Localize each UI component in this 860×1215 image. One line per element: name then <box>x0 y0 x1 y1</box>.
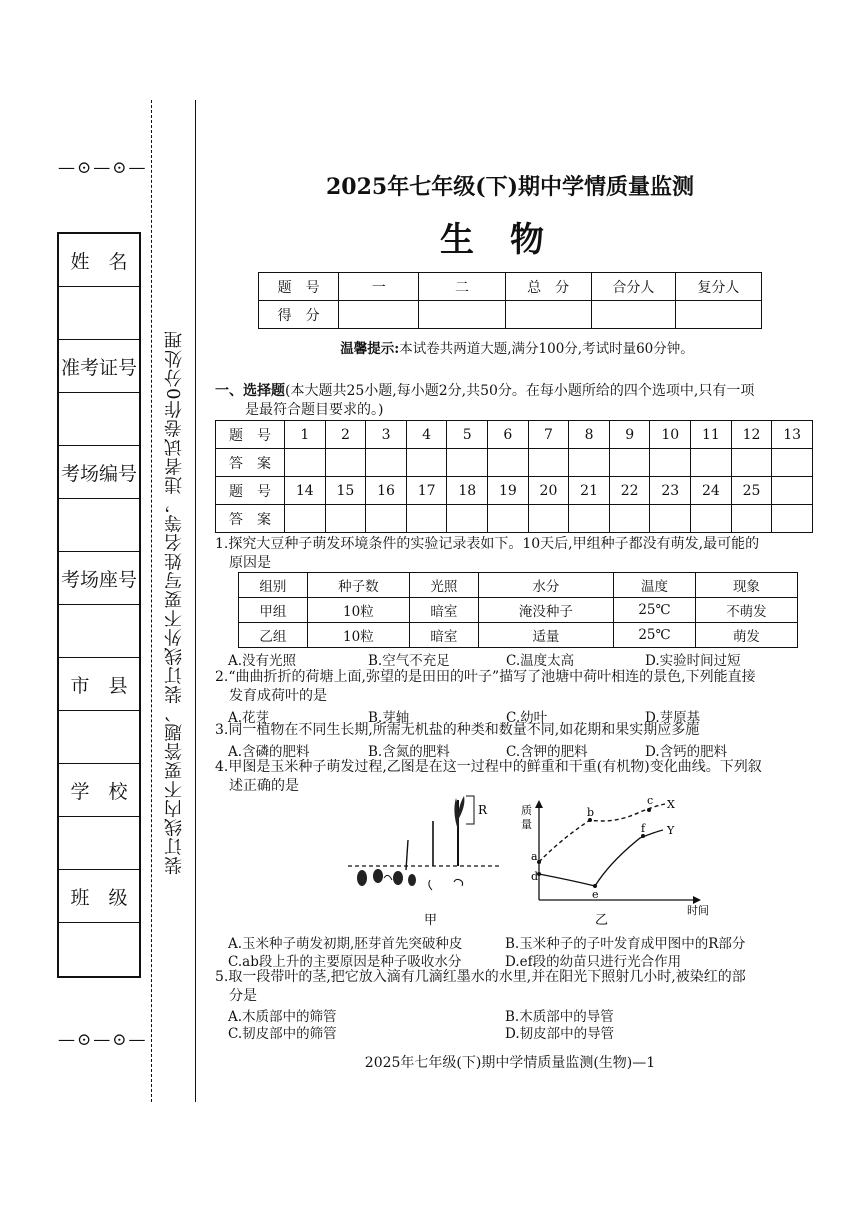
answer-num: 23 <box>650 477 691 505</box>
answer-num: 12 <box>731 421 772 449</box>
warm-tip-label: 温馨提示: <box>340 341 400 357</box>
label-a: a <box>531 850 538 863</box>
score-blank[interactable] <box>419 301 505 329</box>
binding-decor-top: —⊙—⊙— <box>58 158 148 178</box>
answer-num: 4 <box>406 421 447 449</box>
q5-stem <box>215 968 825 1006</box>
q4-line1: 4.甲图是玉米种子萌发过程,乙图是在这一过程中的鲜重和干重(有机物)变化曲线。下列叙 <box>215 759 762 775</box>
q1-td: 暗室 <box>409 598 478 623</box>
answer-num: 16 <box>366 477 407 505</box>
answer-num: 19 <box>488 477 529 505</box>
field-city-blank[interactable] <box>59 711 139 764</box>
point-c <box>647 808 651 812</box>
answer-num: 15 <box>325 477 366 505</box>
answer-blank[interactable] <box>366 449 407 477</box>
q3-option-a[interactable]: A.含磷的肥料 <box>228 744 310 760</box>
answer-label: 答 案 <box>216 505 285 533</box>
answer-num: 2 <box>325 421 366 449</box>
score-blank[interactable] <box>591 301 675 329</box>
field-seat-blank[interactable] <box>59 605 139 658</box>
answer-blank[interactable] <box>650 505 691 533</box>
q1-td: 淹没种子 <box>478 598 613 623</box>
q1-option-b[interactable]: B.空气不充足 <box>368 653 450 669</box>
answer-blank[interactable] <box>569 505 610 533</box>
q4-line2: 述正确的是 <box>229 778 299 794</box>
answer-blank[interactable] <box>691 505 732 533</box>
score-blank[interactable] <box>339 301 419 329</box>
answer-blank[interactable] <box>366 505 407 533</box>
q1-experiment-table <box>238 572 798 648</box>
answer-num: 11 <box>691 421 732 449</box>
answer-num: 6 <box>488 421 529 449</box>
caption-yi: 乙 <box>595 913 609 928</box>
answer-blank[interactable] <box>488 505 529 533</box>
curve-x <box>539 804 665 862</box>
answer-blank[interactable] <box>609 505 650 533</box>
score-blank[interactable] <box>675 301 761 329</box>
label-r: R <box>478 803 488 817</box>
answer-num: 22 <box>609 477 650 505</box>
answer-blank[interactable] <box>772 505 813 533</box>
answer-num: 10 <box>650 421 691 449</box>
answer-num: 13 <box>772 421 813 449</box>
q1-td: 10粒 <box>307 598 409 623</box>
q5-option-a[interactable]: A.木质部中的筛管 <box>228 1009 337 1025</box>
label-b: b <box>587 806 595 819</box>
warm-tip-text: 本试卷共两道大题,满分100分,考试时量60分钟。 <box>399 341 694 357</box>
seed-stage-1 <box>357 870 367 886</box>
answer-num: 18 <box>447 477 488 505</box>
y-arrow-icon <box>535 800 543 808</box>
score-cell: 一 <box>339 273 419 301</box>
answer-num: 24 <box>691 477 732 505</box>
answer-blank[interactable] <box>447 449 488 477</box>
q1-td: 25℃ <box>614 623 696 648</box>
answer-blank[interactable] <box>731 449 772 477</box>
answer-blank[interactable] <box>609 449 650 477</box>
section1-desc: (本大题共25小题,每小题2分,共50分。在每小题所给的四个选项中,只有一项 <box>285 383 755 399</box>
section1-desc-2: 是最符合题目要求的。) <box>245 402 384 418</box>
binding-solid-line <box>195 100 196 1102</box>
q1-line1: 1.探究大豆种子萌发环境条件的实验记录表如下。10天后,甲组种子都没有萌发,最可能的 <box>215 536 760 552</box>
answer-num: 9 <box>609 421 650 449</box>
answer-num: 21 <box>569 477 610 505</box>
q1-th: 组别 <box>239 573 308 598</box>
q1-td: 适量 <box>478 623 613 648</box>
field-school-blank[interactable] <box>59 817 139 870</box>
q1-th: 现象 <box>695 573 797 598</box>
answer-blank[interactable] <box>406 505 447 533</box>
q1-td: 10粒 <box>307 623 409 648</box>
answer-blank[interactable] <box>772 449 813 477</box>
q2-line2: 发育成荷叶的是 <box>229 688 327 704</box>
q4-option-b[interactable]: B.玉米种子的子叶发育成甲图中的R部分 <box>505 936 746 952</box>
field-room-blank[interactable] <box>59 499 139 552</box>
answer-num <box>772 477 813 505</box>
q1-option-a[interactable]: A.没有光照 <box>228 653 297 669</box>
q3-option-d[interactable]: D.含钙的肥料 <box>645 744 728 760</box>
q1-td: 暗室 <box>409 623 478 648</box>
q1-td: 甲组 <box>239 598 308 623</box>
answer-num: 5 <box>447 421 488 449</box>
q5-line2: 分是 <box>229 988 257 1004</box>
label-e: e <box>592 888 599 901</box>
q1-stem <box>215 535 825 573</box>
field-name-label: 姓 名 <box>59 234 139 287</box>
answer-blank[interactable] <box>285 505 326 533</box>
field-exam-id-blank[interactable] <box>59 393 139 446</box>
caption-jia: 甲 <box>424 913 438 928</box>
field-class-blank[interactable] <box>59 923 139 976</box>
answer-num: 8 <box>569 421 610 449</box>
answer-num: 17 <box>406 477 447 505</box>
q2-stem <box>215 668 825 706</box>
score-blank[interactable] <box>505 301 591 329</box>
score-cell: 合分人 <box>591 273 675 301</box>
answer-num: 25 <box>731 477 772 505</box>
q4-figure-yi <box>515 790 725 930</box>
answer-blank[interactable] <box>528 505 569 533</box>
score-cell: 二 <box>419 273 505 301</box>
seed-stage-4 <box>408 874 416 886</box>
answer-table <box>215 420 813 533</box>
warm-tip <box>212 337 822 357</box>
student-info-box <box>57 232 141 978</box>
q1-line2: 原因是 <box>229 555 271 571</box>
q5-option-d[interactable]: D.韧皮部中的导管 <box>505 1026 615 1042</box>
section1-header <box>215 382 825 420</box>
answer-blank[interactable] <box>691 449 732 477</box>
field-city-label: 市 县 <box>59 658 139 711</box>
seed-stage-3 <box>393 871 403 885</box>
q5-option-b[interactable]: B.木质部中的导管 <box>505 1009 614 1025</box>
field-school-label: 学 校 <box>59 764 139 817</box>
field-class-label: 班 级 <box>59 870 139 923</box>
q3-option-c[interactable]: C.含钾的肥料 <box>506 744 588 760</box>
answer-blank[interactable] <box>406 449 447 477</box>
binding-notice: 装订线内不要答题、装订线外不要写姓名等，违者试卷作0分处理 <box>164 330 185 875</box>
q1-option-d[interactable]: D.实验时间过短 <box>645 653 741 669</box>
label-c: c <box>647 794 654 807</box>
series-x-label: X <box>667 798 675 811</box>
answer-num: 7 <box>528 421 569 449</box>
score-cell: 复分人 <box>675 273 761 301</box>
y-label-1: 质 <box>521 804 532 817</box>
q2-line1: 2.“曲曲折折的荷塘上面,弥望的是田田的叶子”描写了池塘中荷叶相连的景色,下列能直接 <box>215 669 756 685</box>
q3-stem: 3.同一植物在不同生长期,所需无机盐的种类和数量不同,如花期和果实期应多施 <box>215 722 700 738</box>
q4-option-a[interactable]: A.玉米种子萌发初期,胚芽首先突破种皮 <box>228 936 463 952</box>
q1-option-c[interactable]: C.温度太高 <box>506 653 575 669</box>
seed-root <box>384 875 392 880</box>
q5-line1: 5.取一段带叶的茎,把它放入滴有几滴红墨水的水里,并在阳光下照射几小时,被染红的部 <box>215 969 746 985</box>
q4-option-d[interactable]: D.ef段的幼苗只进行光合作用 <box>505 954 682 970</box>
answer-blank[interactable] <box>447 505 488 533</box>
section1-heading: 一、选择题 <box>215 383 285 399</box>
point-a <box>537 860 541 864</box>
label-d: d <box>531 870 539 883</box>
q3-option-b[interactable]: B.含氮的肥料 <box>368 744 450 760</box>
answer-blank[interactable] <box>569 449 610 477</box>
answer-blank[interactable] <box>285 449 326 477</box>
curve-y <box>539 830 663 886</box>
q1-td: 萌发 <box>695 623 797 648</box>
answer-num-label: 题 号 <box>216 477 285 505</box>
q2-option-d[interactable]: D.芽原基 <box>645 710 701 726</box>
score-cell: 题 号 <box>259 273 339 301</box>
bracket-r <box>466 796 474 824</box>
answer-blank[interactable] <box>650 449 691 477</box>
answer-blank[interactable] <box>488 449 529 477</box>
q5-option-c[interactable]: C.韧皮部中的筛管 <box>228 1026 337 1042</box>
q4-option-c[interactable]: C.ab段上升的主要原因是种子吸收水分 <box>228 954 462 970</box>
seed-stage-2 <box>373 869 383 883</box>
answer-num: 14 <box>285 477 326 505</box>
score-cell: 总 分 <box>505 273 591 301</box>
answer-num-label: 题 号 <box>216 421 285 449</box>
q2-option-c[interactable]: C.幼叶 <box>506 710 548 726</box>
answer-blank[interactable] <box>731 505 772 533</box>
answer-num: 3 <box>366 421 407 449</box>
q1-td: 25℃ <box>614 598 696 623</box>
q4-figure-jia <box>340 790 510 930</box>
q2-option-a[interactable]: A.花芽 <box>228 710 270 726</box>
score-table <box>258 272 762 329</box>
label-f: f <box>641 822 646 835</box>
q1-th: 温度 <box>614 573 696 598</box>
q1-th: 光照 <box>409 573 478 598</box>
root-stage-4 <box>429 880 432 890</box>
score-cell: 得 分 <box>259 301 339 329</box>
answer-num: 20 <box>528 477 569 505</box>
binding-dashed-line <box>151 100 152 1102</box>
answer-num: 1 <box>285 421 326 449</box>
x-arrow-icon <box>693 896 701 904</box>
answer-blank[interactable] <box>325 505 366 533</box>
q1-th: 种子数 <box>307 573 409 598</box>
exam-title: 2025年七年级(下)期中学情质量监测 <box>325 174 695 200</box>
y-label-2: 量 <box>521 818 532 831</box>
binding-decor-bottom: —⊙—⊙— <box>58 1030 148 1050</box>
q1-th: 水分 <box>478 573 613 598</box>
answer-blank[interactable] <box>325 449 366 477</box>
q1-td: 乙组 <box>239 623 308 648</box>
q2-option-b[interactable]: B.芽轴 <box>368 710 410 726</box>
answer-blank[interactable] <box>528 449 569 477</box>
field-seat-label: 考场座号 <box>59 552 139 605</box>
series-y-label: Y <box>667 824 675 837</box>
page-footer: 2025年七年级(下)期中学情质量监测(生物)—1 <box>364 1055 656 1071</box>
field-exam-id-label: 准考证号 <box>59 340 139 393</box>
seedling-root <box>454 879 463 886</box>
answer-label: 答 案 <box>216 449 285 477</box>
exam-subject: 生物 <box>440 220 580 260</box>
x-label: 时间 <box>687 904 709 917</box>
field-room-label: 考场编号 <box>59 446 139 499</box>
q1-td: 不萌发 <box>695 598 797 623</box>
field-name-blank[interactable] <box>59 287 139 340</box>
